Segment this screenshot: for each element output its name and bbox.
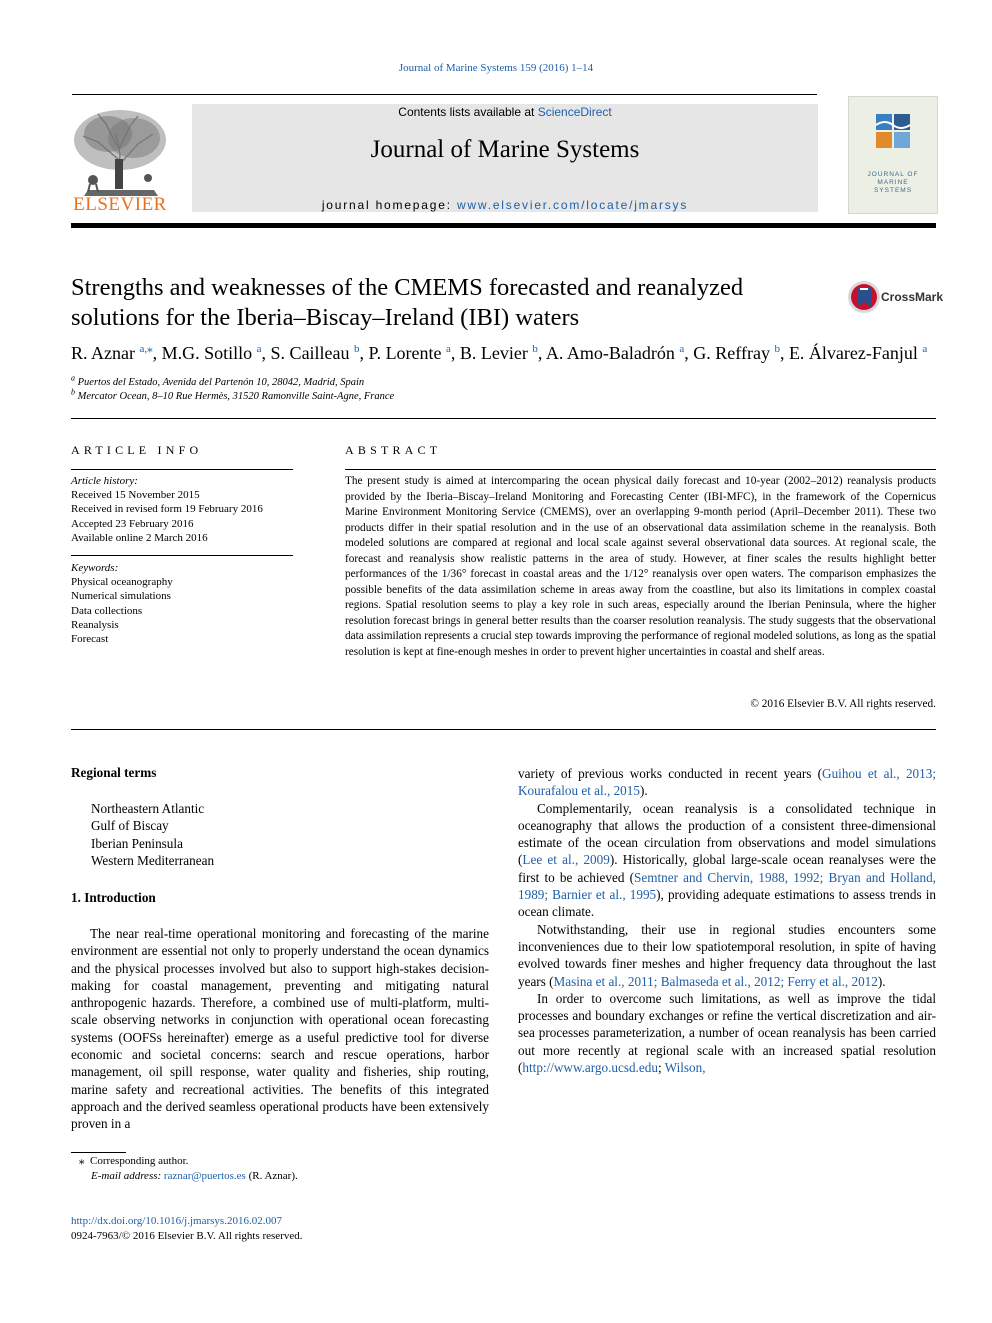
author-affiliation-mark[interactable]: a <box>679 343 685 355</box>
journal-citation[interactable]: Journal of Marine Systems 159 (2016) 1–14 <box>398 62 594 74</box>
keywords <box>71 561 173 646</box>
right-column-body <box>518 765 936 1076</box>
corresponding-author-note: Corresponding author. <box>90 1155 189 1167</box>
cover-title-line: SYSTEMS <box>873 187 913 194</box>
regional-terms-heading: Regional terms <box>71 765 157 780</box>
author-affiliation-mark[interactable]: a <box>446 343 451 355</box>
author-affiliation-mark[interactable]: b <box>354 343 360 355</box>
paragraph-text: Complementarily, ocean reanalysis is a consolidated technique in oceanography that allows the production of a consistent three-dimensional estimate of the ocean circulation from observations and model simulations ( <box>518 800 936 868</box>
author-name: M.G. Sotillo <box>161 343 253 363</box>
paragraph <box>518 765 936 800</box>
email-suffix: (R. Aznar). <box>245 1169 298 1182</box>
elsevier-logo[interactable] <box>68 104 172 216</box>
argo-url-link[interactable]: http://www.argo.ucsd.edu <box>522 1060 658 1076</box>
affiliation-text: Puertos del Estado, Avenida del Partenón 10, 28042, Madrid, Spain <box>77 377 365 388</box>
citation-link[interactable]: Lee et al., 2009 <box>522 852 610 868</box>
keyword: Physical oceanography <box>71 576 173 589</box>
regional-term: Gulf of Biscay <box>91 818 169 834</box>
contents-available <box>192 105 818 119</box>
footnote-rule <box>71 1152 126 1153</box>
article-title-line: solutions for the Iberia–Biscay–Ireland (IBI) waters <box>71 304 580 331</box>
paragraph: The near real-time operational monitoring and forecasting of the marine environment are essential not only to properly understand the ocean dynamics and the physical processes involved but also to support high-stakes decision-making for coastal management, preventing and mitigating natural anthropogenic hazards. Therefore, a combined use of multi-platform, multi-scale observing networks in conjunction with operational ocean forecasting systems (OOFSs hereinafter) emerge as a useful predictive tool for diverse economic and societal concerns: search and rescue operations, harbor management, oil spill response, water quality and fisheries, ship routing, marine safety and recreational activities. The benefits of this integrated approach and the derived seamless operational products have been extensively proven in a <box>71 926 489 1132</box>
footnote-mark: ⁎ <box>79 1155 85 1167</box>
article-info-rule <box>71 469 293 470</box>
affiliation <box>71 373 365 388</box>
affiliation-key: b <box>71 387 75 397</box>
author-affiliation-mark[interactable]: a <box>922 343 928 355</box>
paragraph-text: ). <box>877 973 886 989</box>
regional-term: Western Mediterranean <box>91 852 215 868</box>
journal-name: Journal of Marine Systems <box>370 136 640 163</box>
author-name: E. Álvarez-Fanjul <box>788 343 918 363</box>
history-entry: Received in revised form 19 February 2016 <box>71 503 263 516</box>
author[interactable] <box>162 343 262 363</box>
citation-link[interactable]: Guihou et al., 2013; Kourafalou et al., 2015 <box>518 766 936 799</box>
keyword: Data collections <box>71 604 143 617</box>
history-entry: Available online 2 March 2016 <box>71 531 208 544</box>
author-affiliation-mark[interactable]: a <box>256 343 262 355</box>
issn-copyright: 0924-7963/© 2016 Elsevier B.V. All rights reserved. <box>71 1229 303 1242</box>
journal-homepage <box>192 198 818 212</box>
history-entry: Received 15 November 2015 <box>71 489 200 502</box>
article-title <box>71 273 831 333</box>
crossmark-icon <box>847 280 881 314</box>
header-rule <box>72 94 817 95</box>
author-name: B. Levier <box>459 343 528 363</box>
paragraph-text: ). <box>639 783 648 799</box>
author[interactable] <box>693 343 780 363</box>
abstract-rule <box>345 469 936 470</box>
citation-link[interactable]: Semtner and Chervin, 1988, 1992; Bryan and Holland, 1989; Barnier et al., 1995 <box>518 869 936 903</box>
email-label: E-mail address: <box>91 1169 164 1182</box>
publisher-logo-text: ELSEVIER <box>73 194 167 215</box>
author-name: R. Aznar <box>71 343 135 363</box>
author[interactable] <box>546 343 684 363</box>
abstract-copyright: © 2016 Elsevier B.V. All rights reserved. <box>750 698 936 710</box>
history-label: Article history: <box>71 475 138 487</box>
introduction-body <box>71 925 489 1133</box>
cover-title-line: MARINE <box>877 179 909 186</box>
citation-link[interactable]: Masina et al., 2011; Balmaseda et al., 2012; Ferry et al., 2012 <box>553 973 878 989</box>
author-name: G. Reffray <box>693 343 770 363</box>
header-thick-rule <box>71 223 936 228</box>
keyword: Forecast <box>71 633 109 646</box>
article-history <box>71 474 263 545</box>
author-name: S. Cailleau <box>270 343 350 363</box>
article-title-line: Strengths and weaknesses of the CMEMS forecasted and reanalyzed <box>71 274 744 301</box>
author-list: R. Aznar $^{a,⁎}$, M.G. Sotillo $^a$, S. Cailleau $^b$, P. Lorente $^a$, B. Levier $^b$, A. Amo-Baladrón $^a$, G. Reffray $^b$, E. Álvarez-Fanjul $^a$ <box>71 343 928 363</box>
regional-term: Iberian Peninsula <box>91 835 183 851</box>
doi-block <box>71 1214 303 1243</box>
citation-link[interactable]: Wilson, <box>664 1060 706 1076</box>
article-info-rule <box>71 555 293 556</box>
paragraph-text: In order to overcome such limitations, as well as improve the tidal processes and boundary exchanges or refine the vertical discretization and air-sea processes parameterization, a number of ocean reanalysis has been carried out more recently at regional scale with an increased spatial resolution ( <box>518 990 936 1076</box>
paragraph <box>518 921 936 990</box>
author[interactable] <box>271 343 360 363</box>
author-name: P. Lorente <box>368 343 442 363</box>
cover-title-line: JOURNAL OF <box>867 171 919 178</box>
keyword: Numerical simulations <box>71 590 171 603</box>
sciencedirect-link[interactable]: ScienceDirect <box>537 105 612 119</box>
history-entry: Accepted 23 February 2016 <box>71 517 194 530</box>
homepage-link[interactable]: www.elsevier.com/locate/jmarsys <box>456 198 689 212</box>
journal-cover-thumbnail[interactable] <box>848 96 938 214</box>
abstract-heading: ABSTRACT <box>345 443 442 457</box>
affiliation <box>71 387 395 402</box>
abstract-text: The present study is aimed at intercomparing the ocean physical daily forecast and 10-year (2002–2012) reanalysis products provided by the Iberia–Biscay–Ireland Monitoring and Forecasting Center (IBI-MFC), in the framework of the Copernicus Marine Environment Monitoring Service (CMEMS), over an overlapping 9-month period (April–December 2011). These two products differ in their spatial resolution and in the use of an observational data assimilation scheme in the reanalysis. Both modeled solutions are compared at regional and local scale against several observational data sources. At regional scale, the forecast and reanalysis show realistic patterns in the area of study. However, at finer scales the results highlight better performances of the 1/36° forecast in coastal areas and the 1/12° reanalysis over open waters. The comparison emphasizes the possible benefits of the data assimilation scheme in areas away from the coastline, but also its limitations in complex coastal regions. Spatial resolution seems to play a key role in such areas, especially around the Iberian Peninsula, where the higher resolution forecast brings in general better results than the coarser resolution reanalysis. The study suggests that the observational data assimilation represents a crucial step towards improving the performance of regional modeled solutions, as long as the spatial resolution is kept at fine-enough meshes in order to prevent higher uncertainties in coastal and shelf areas. <box>345 475 936 658</box>
introduction-heading: 1. Introduction <box>71 890 156 905</box>
author-affiliation-mark[interactable]: b <box>532 343 538 355</box>
paragraph <box>518 800 936 921</box>
footnotes <box>71 1154 298 1183</box>
author-name: A. Amo-Baladrón <box>545 343 675 363</box>
regional-terms-list <box>91 800 214 869</box>
keyword: Reanalysis <box>71 618 119 631</box>
section-rule <box>71 729 936 730</box>
section-rule <box>71 418 936 419</box>
doi-link[interactable]: http://dx.doi.org/10.1016/j.jmarsys.2016.02.007 <box>71 1215 282 1227</box>
author[interactable] <box>460 343 538 363</box>
paragraph <box>518 990 936 1076</box>
crossmark-label[interactable]: CrossMark <box>881 290 944 304</box>
keywords-label: Keywords: <box>71 562 119 574</box>
affiliation-key: a <box>71 373 75 383</box>
contents-prefix: Contents lists available at <box>398 105 538 119</box>
paragraph-text: ), providing adequate estimations to assess trends in ocean climate. <box>518 887 936 920</box>
email-link[interactable]: raznar@puertos.es <box>163 1169 246 1182</box>
author[interactable] <box>789 343 927 363</box>
affiliation-text: Mercator Ocean, 8–10 Rue Hermès, 31520 Ramonville Saint-Agne, France <box>77 391 395 402</box>
author[interactable] <box>369 343 451 363</box>
article-info-heading: ARTICLE INFO <box>71 443 203 457</box>
regional-term: Northeastern Atlantic <box>91 801 205 816</box>
cover-title <box>849 171 937 195</box>
journal-banner <box>192 104 818 212</box>
paragraph-text: ; <box>657 1060 665 1076</box>
paragraph-text: variety of previous works conducted in recent years ( <box>518 766 823 781</box>
cover-graphic-icon <box>875 113 911 149</box>
author-affiliation-mark[interactable]: b <box>774 343 780 355</box>
homepage-prefix: journal homepage: <box>321 198 457 212</box>
author-affiliation-mark[interactable]: a,⁎ <box>139 343 153 355</box>
paragraph-text: ). Historically, global large-scale ocean reanalyses were the first to be achieved ( <box>518 852 937 885</box>
author[interactable] <box>71 343 153 363</box>
paragraph-text: Notwithstanding, their use in regional studies encounters some inconveniences due to their low spatiotemporal resolution, in spite of having evolved towards finer meshes and higher frequency data throughout the last years ( <box>518 921 936 989</box>
